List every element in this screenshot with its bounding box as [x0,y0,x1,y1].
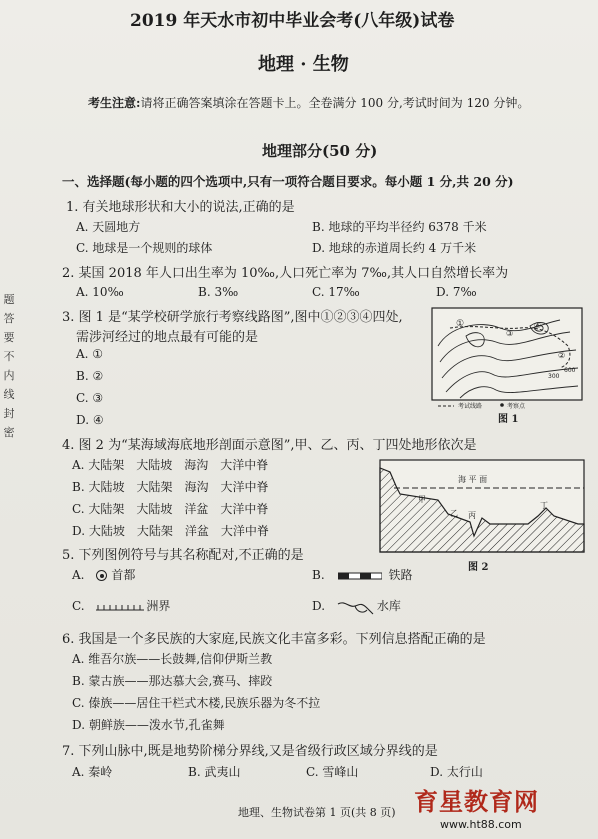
q4-stem: 4. 图 2 为“某海域海底地形剖面示意图”,甲、乙、丙、丁四处地形依次是 [62,438,477,453]
seal-line-margin [2,290,16,442]
legend-route-label: 考试线路 [458,403,483,410]
q5-stem: 5. 下列图例符号与其名称配对,不正确的是 [62,548,304,563]
reservoir-symbol-icon [337,598,375,616]
point-3-label: ③ [506,329,514,338]
point-2-label: ② [558,351,566,360]
q1-option-a: A. 天圆地方 [76,220,141,234]
legend-point-symbol [500,403,504,407]
railway-symbol-icon [338,572,382,580]
q7-option-d: D. 太行山 [430,765,483,779]
q5-option-a [72,566,135,583]
q4-option-a: A. 大陆架 大陆坡 海沟 大洋中脊 [72,458,269,472]
margin-char: 封 [3,407,15,420]
q1-option-d: D. 地球的赤道周长约 4 万千米 [312,241,477,255]
figure-2-seabed-profile [378,458,588,576]
q4-option-b: B. 大陆坡 大陆架 海沟 大洋中脊 [72,480,269,494]
logo-text: 育星教育网 [414,788,539,816]
q3-option-c: C. ③ [76,391,104,405]
label-ding: 丁 [540,501,548,510]
logo-url: www.ht88.com [440,818,522,831]
q7-stem: 7. 下列山脉中,既是地势阶梯分界线,又是省级行政区域分界线的是 [62,744,438,759]
point-1-label: ① [456,319,465,329]
figure-1-route-map [430,306,585,424]
q6-option-c: C. 傣族——居住干栏式木楼,民族乐器为冬不拉 [72,696,321,710]
q7-option-b: B. 武夷山 [188,765,241,779]
q2-stem: 2. 某国 2018 年人口出生率为 10‰,人口死亡率为 7‰,其人口自然增长率为 [62,266,509,281]
notice-label: 考生注意: [88,96,141,110]
q5-d-text: 水库 [376,599,401,613]
exam-notice [88,94,529,111]
q2-option-d: D. 7‰ [436,285,477,299]
label-bing: 丙 [468,511,476,520]
margin-char: 要 [3,331,15,344]
page-footer: 地理、生物试卷第 1 页(共 8 页) [238,806,396,819]
q5-b-letter: B. [312,568,325,582]
q5-option-d [312,597,401,616]
q2-option-b: B. 3‰ [198,285,239,299]
legend-point-label: 考察点 [507,403,526,410]
watermark-logo [410,780,590,832]
subject-title: 地理 · 生物 [258,54,349,75]
q1-stem: 1. 有关地球形状和大小的说法,正确的是 [66,200,295,215]
q4-option-d: D. 大陆坡 大陆架 洋盆 大洋中脊 [72,524,269,538]
label-yi: 乙 [450,509,458,518]
q2-option-a: A. 10‰ [76,285,124,299]
contour-label: 600 [564,367,576,374]
q5-a-letter: A. [72,568,85,582]
q6-option-b: B. 蒙古族——那达慕大会,赛马、摔跤 [72,674,273,688]
margin-char: 线 [3,388,15,401]
q6-stem: 6. 我国是一个多民族的大家庭,民族文化丰富多彩。下列信息搭配正确的是 [62,632,486,647]
q7-option-c: C. 雪峰山 [306,765,359,779]
figure-2-caption: 图 2 [468,562,489,573]
watermark-logo-graphic [410,780,590,832]
q3-stem-line2: 需涉河经过的地点最有可能的是 [76,330,259,345]
q3-option-a: A. ① [76,347,104,361]
notice-text: 请将正确答案填涂在答题卡上。全卷满分 100 分,考试时间为 120 分钟。 [140,96,530,110]
capital-symbol-icon [96,570,107,581]
q5-option-b [312,566,412,583]
label-jia: 甲 [418,495,426,504]
q3-stem-line1: 3. 图 1 是“某学校研学旅行考察线路图”,图中①②③④四处, [62,310,403,325]
q3-option-d: D. ④ [76,413,104,427]
q5-option-c [72,597,170,614]
q5-c-text: 洲界 [146,599,171,613]
exam-title: 2019 年天水市初中毕业会考(八年级)试卷 [130,11,455,31]
margin-char: 密 [3,426,15,439]
part-one-heading: 一、选择题(每小题的四个选项中,只有一项符合题目要求。每小题 1 分,共 20 分) [62,174,514,189]
q6-option-a: A. 维吾尔族——长鼓舞,信仰伊斯兰教 [72,652,273,666]
q5-a-text: 首都 [111,568,136,582]
section-title: 地理部分(50 分) [262,142,378,160]
margin-char: 题 [3,293,15,306]
point-4-label: ④ [534,321,542,330]
sea-level-label: 海 平 面 [458,475,488,484]
q2-option-c: C. 17‰ [312,285,360,299]
continent-boundary-symbol-icon [96,602,144,612]
q6-option-d: D. 朝鲜族——泼水节,孔雀舞 [72,718,225,732]
q3-option-b: B. ② [76,369,104,383]
q1-option-b: B. 地球的平均半径约 6378 千米 [312,220,487,234]
q5-b-text: 铁路 [388,568,413,582]
q7-option-a: A. 秦岭 [72,765,113,779]
margin-char: 答 [3,312,15,325]
q5-c-letter: C. [72,599,85,613]
q5-d-letter: D. [312,599,326,613]
margin-char: 内 [3,369,15,382]
contour-label: 300 [548,373,560,380]
figure-1-caption: 图 1 [498,414,519,424]
q4-option-c: C. 大陆架 大陆坡 洋盆 大洋中脊 [72,502,269,516]
q1-option-c: C. 地球是一个规则的球体 [76,241,213,255]
margin-char: 不 [3,350,15,363]
